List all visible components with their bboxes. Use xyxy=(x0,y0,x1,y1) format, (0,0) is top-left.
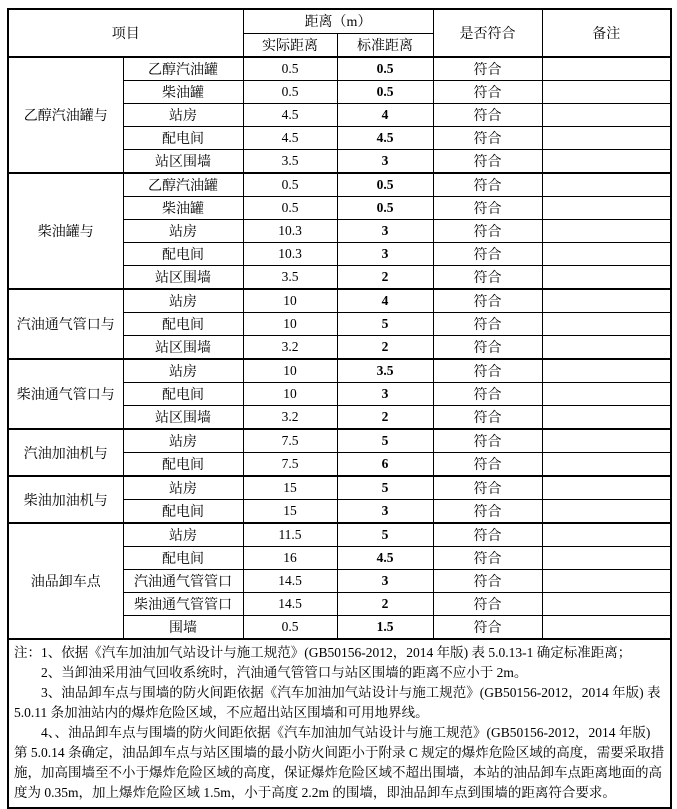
note-line: 3、油品卸车点与围墙的防火间距依据《汽车加油加气站设计与施工规范》(GB50156-2012，2014 年版) 表 5.0.11 条加油站内的爆炸危险区域，不应超出站区围墙和可用地界线。 xyxy=(14,685,661,720)
compliance-value: 符合 xyxy=(433,429,542,453)
remark-cell xyxy=(542,336,671,360)
compliance-value: 符合 xyxy=(433,313,542,336)
item-label: 站房 xyxy=(123,289,243,313)
remark-cell xyxy=(542,127,671,150)
standard-value: 3 xyxy=(337,570,433,593)
remark-cell xyxy=(542,476,671,500)
remark-cell xyxy=(542,313,671,336)
standard-value: 2 xyxy=(337,336,433,360)
standard-value: 5 xyxy=(337,313,433,336)
group-label: 柴油罐与 xyxy=(8,173,123,289)
standard-value: 0.5 xyxy=(337,197,433,220)
actual-value: 14.5 xyxy=(243,593,337,616)
remark-cell xyxy=(542,266,671,290)
actual-value: 14.5 xyxy=(243,570,337,593)
note-line: 2、当卸油采用油气回收系统时，汽油通气管管口与站区围墙的距离不应小于 2m。 xyxy=(41,665,528,680)
compliance-value: 符合 xyxy=(433,616,542,640)
actual-value: 3.5 xyxy=(243,266,337,290)
remark-cell xyxy=(542,616,671,640)
standard-value: 6 xyxy=(337,453,433,477)
standard-value: 3 xyxy=(337,383,433,406)
actual-value: 15 xyxy=(243,500,337,524)
item-label: 柴油通气管管口 xyxy=(123,593,243,616)
group-label: 汽油加油机与 xyxy=(8,429,123,476)
item-label: 站区围墙 xyxy=(123,336,243,360)
compliance-value: 符合 xyxy=(433,500,542,524)
remark-cell xyxy=(542,547,671,570)
notes-section xyxy=(8,639,671,808)
compliance-value: 符合 xyxy=(433,173,542,197)
actual-value: 16 xyxy=(243,547,337,570)
item-label: 配电间 xyxy=(123,453,243,477)
note-line: 4、、油品卸车点与围墙的防火间距依据《汽车加油加气站设计与施工规范》(GB50156-2012，2014 年版) 第 5.0.14 条确定，油品卸车点与站区围墙的最小防火间距小于附录 C 规定的爆炸危险区域的高度，需要采取措施，加高围墙至不小于爆炸危险区域的高度，保证爆炸危险区域不超出围墙，本站的油品卸车点距离地面的高度为 0.35m，加上爆炸危险区域 1.5m，小于高度 2.2m 的围墙，即油品卸车点到围墙的距离符合要求。 xyxy=(14,725,665,800)
standard-value: 3 xyxy=(337,243,433,266)
actual-value: 3.5 xyxy=(243,150,337,174)
remark-cell xyxy=(542,383,671,406)
remark-cell xyxy=(542,429,671,453)
remark-cell xyxy=(542,593,671,616)
actual-value: 7.5 xyxy=(243,453,337,477)
remark-cell xyxy=(542,570,671,593)
standard-value: 2 xyxy=(337,593,433,616)
standard-value: 5 xyxy=(337,476,433,500)
standard-value: 3 xyxy=(337,500,433,524)
table-row xyxy=(8,523,671,547)
group-label: 柴油加油机与 xyxy=(8,476,123,523)
remark-cell xyxy=(542,173,671,197)
item-label: 配电间 xyxy=(123,383,243,406)
actual-value: 15 xyxy=(243,476,337,500)
item-label: 乙醇汽油罐 xyxy=(123,173,243,197)
item-label: 围墙 xyxy=(123,616,243,640)
compliance-value: 符合 xyxy=(433,359,542,383)
table-row xyxy=(8,173,671,197)
actual-value: 11.5 xyxy=(243,523,337,547)
table-row xyxy=(8,359,671,383)
compliance-value: 符合 xyxy=(433,127,542,150)
compliance-value: 符合 xyxy=(433,220,542,243)
header-project: 项目 xyxy=(8,9,243,57)
group-label: 汽油通气管口与 xyxy=(8,289,123,359)
remark-cell xyxy=(542,243,671,266)
group-label: 乙醇汽油罐与 xyxy=(8,57,123,173)
actual-value: 3.2 xyxy=(243,406,337,430)
compliance-value: 符合 xyxy=(433,476,542,500)
compliance-value: 符合 xyxy=(433,570,542,593)
remark-cell xyxy=(542,523,671,547)
compliance-value: 符合 xyxy=(433,336,542,360)
actual-value: 0.5 xyxy=(243,81,337,104)
remark-cell xyxy=(542,104,671,127)
compliance-value: 符合 xyxy=(433,197,542,220)
group-label: 油品卸车点 xyxy=(8,523,123,639)
compliance-value: 符合 xyxy=(433,523,542,547)
remark-cell xyxy=(542,453,671,477)
remark-cell xyxy=(542,289,671,313)
item-label: 站房 xyxy=(123,476,243,500)
compliance-value: 符合 xyxy=(433,547,542,570)
header-distance: 距离（m） xyxy=(243,9,433,33)
table-row xyxy=(8,57,671,81)
standard-value: 2 xyxy=(337,406,433,430)
header-compliance: 是否符合 xyxy=(433,9,542,57)
compliance-value: 符合 xyxy=(433,453,542,477)
table-row xyxy=(8,429,671,453)
item-label: 配电间 xyxy=(123,313,243,336)
item-label: 配电间 xyxy=(123,127,243,150)
actual-value: 10 xyxy=(243,313,337,336)
actual-value: 3.2 xyxy=(243,336,337,360)
actual-value: 0.5 xyxy=(243,57,337,81)
item-label: 汽油通气管管口 xyxy=(123,570,243,593)
item-label: 站房 xyxy=(123,104,243,127)
note-line: 注：1、依据《汽车加油加气站设计与施工规范》(GB50156-2012，2014 年版) 表 5.0.13-1 确定标准距离； xyxy=(14,645,632,660)
remark-cell xyxy=(542,81,671,104)
standard-value: 4.5 xyxy=(337,127,433,150)
item-label: 站房 xyxy=(123,523,243,547)
actual-value: 4.5 xyxy=(243,104,337,127)
compliance-value: 符合 xyxy=(433,81,542,104)
item-label: 站房 xyxy=(123,220,243,243)
compliance-value: 符合 xyxy=(433,57,542,81)
header-remark: 备注 xyxy=(542,9,671,57)
compliance-value: 符合 xyxy=(433,243,542,266)
actual-value: 10 xyxy=(243,289,337,313)
compliance-value: 符合 xyxy=(433,266,542,290)
standard-value: 3 xyxy=(337,220,433,243)
item-label: 站房 xyxy=(123,359,243,383)
header-standard-distance: 标准距离 xyxy=(337,33,433,57)
standard-value: 0.5 xyxy=(337,57,433,81)
remark-cell xyxy=(542,406,671,430)
standard-value: 3.5 xyxy=(337,359,433,383)
standard-value: 0.5 xyxy=(337,81,433,104)
table-row xyxy=(8,289,671,313)
compliance-value: 符合 xyxy=(433,383,542,406)
compliance-table xyxy=(7,8,672,809)
actual-value: 0.5 xyxy=(243,173,337,197)
actual-value: 10.3 xyxy=(243,243,337,266)
item-label: 站区围墙 xyxy=(123,406,243,430)
actual-value: 10 xyxy=(243,359,337,383)
table-row xyxy=(8,476,671,500)
actual-value: 10 xyxy=(243,383,337,406)
standard-value: 4.5 xyxy=(337,547,433,570)
notes-row xyxy=(8,639,671,808)
remark-cell xyxy=(542,500,671,524)
item-label: 配电间 xyxy=(123,500,243,524)
item-label: 站房 xyxy=(123,429,243,453)
standard-value: 1.5 xyxy=(337,616,433,640)
item-label: 配电间 xyxy=(123,547,243,570)
item-label: 柴油罐 xyxy=(123,81,243,104)
actual-value: 7.5 xyxy=(243,429,337,453)
standard-value: 3 xyxy=(337,150,433,174)
standard-value: 5 xyxy=(337,523,433,547)
item-label: 配电间 xyxy=(123,243,243,266)
item-label: 乙醇汽油罐 xyxy=(123,57,243,81)
item-label: 柴油罐 xyxy=(123,197,243,220)
compliance-value: 符合 xyxy=(433,289,542,313)
item-label: 站区围墙 xyxy=(123,266,243,290)
remark-cell xyxy=(542,359,671,383)
remark-cell xyxy=(542,57,671,81)
item-label: 站区围墙 xyxy=(123,150,243,174)
remark-cell xyxy=(542,150,671,174)
actual-value: 0.5 xyxy=(243,197,337,220)
standard-value: 4 xyxy=(337,104,433,127)
compliance-value: 符合 xyxy=(433,104,542,127)
remark-cell xyxy=(542,220,671,243)
remark-cell xyxy=(542,197,671,220)
actual-value: 0.5 xyxy=(243,616,337,640)
standard-value: 2 xyxy=(337,266,433,290)
actual-value: 10.3 xyxy=(243,220,337,243)
standard-value: 5 xyxy=(337,429,433,453)
group-label: 柴油通气管口与 xyxy=(8,359,123,429)
standard-value: 4 xyxy=(337,289,433,313)
compliance-value: 符合 xyxy=(433,406,542,430)
compliance-value: 符合 xyxy=(433,593,542,616)
header-actual-distance: 实际距离 xyxy=(243,33,337,57)
actual-value: 4.5 xyxy=(243,127,337,150)
compliance-value: 符合 xyxy=(433,150,542,174)
standard-value: 0.5 xyxy=(337,173,433,197)
